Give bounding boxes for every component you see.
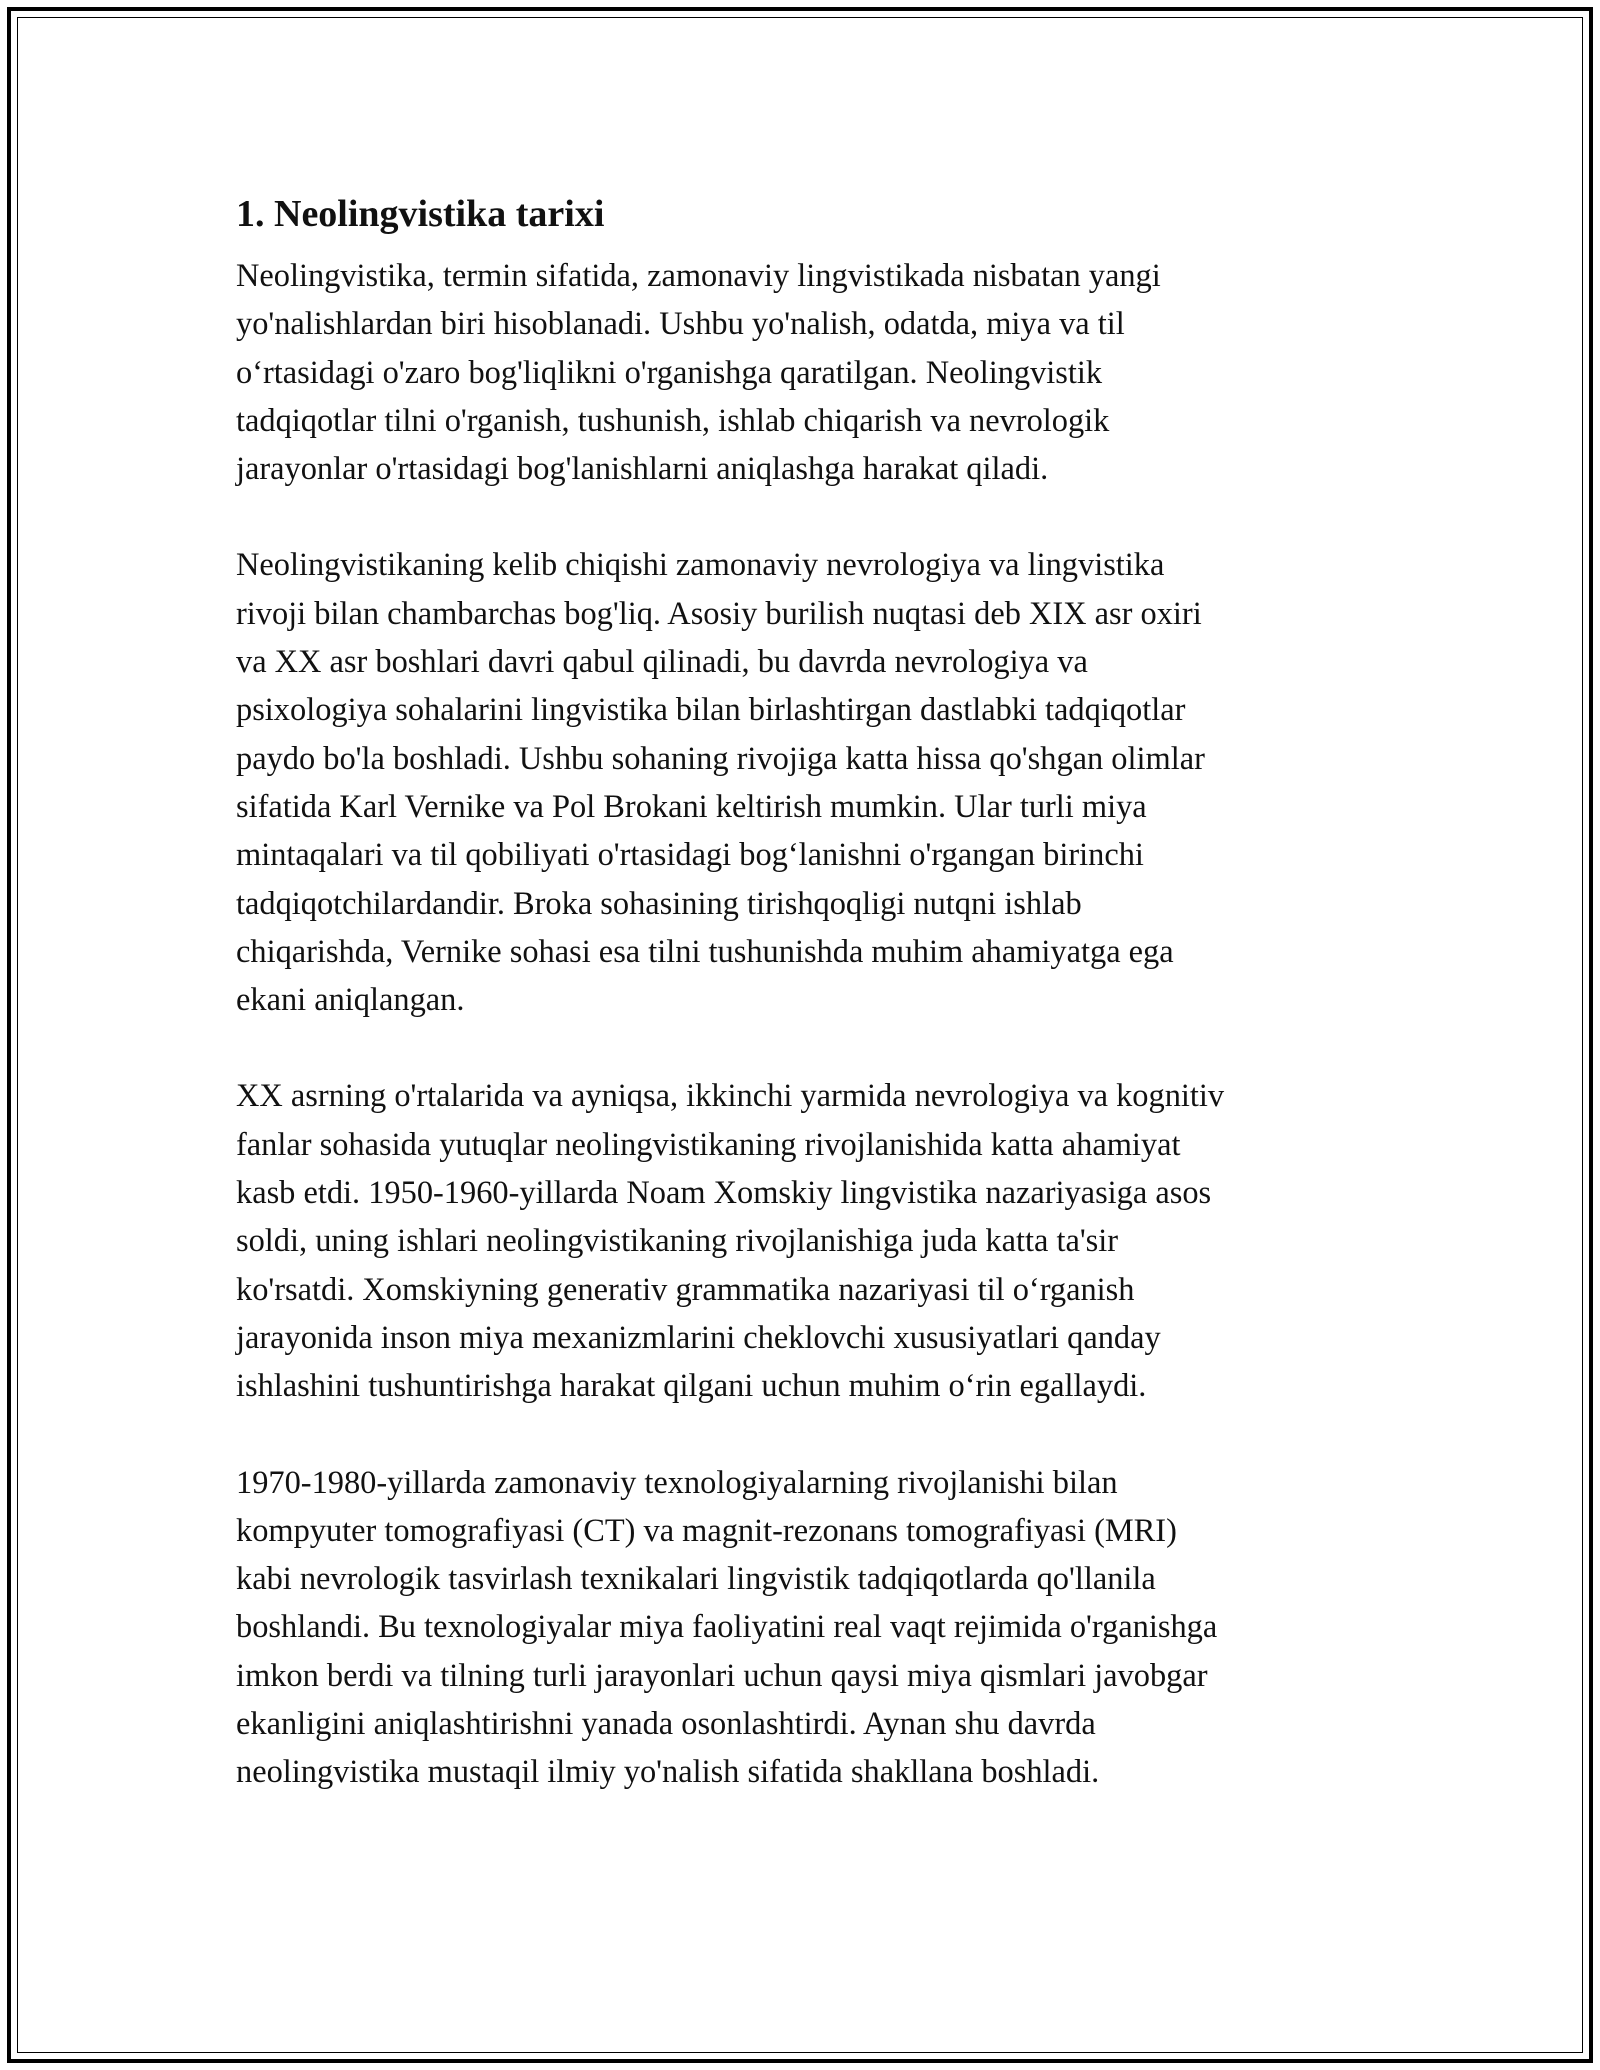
text-line: soldi, uning ishlari neolingvistikaning rivojlanishiga juda katta ta'sir [236, 1223, 1119, 1260]
text-line: psixologiya sohalarini lingvistika bilan birlashtirgan dastlabki tadqiqotlar [236, 692, 1186, 729]
paragraph-1 [236, 252, 1376, 493]
paragraph-2 [236, 541, 1376, 1024]
text-line: boshlandi. Bu texnologiyalar miya faoliyatini real vaqt rejimida o'rganishga [236, 1609, 1218, 1646]
section-title: 1. Neolingvistika tarixi [236, 193, 605, 235]
text-line: XX asrning o'rtalarida va ayniqsa, ikkinchi yarmida nevrologiya va kognitiv [236, 1078, 1225, 1115]
text-line: ekani aniqlangan. [236, 982, 465, 1019]
text-line: neolingvistika mustaqil ilmiy yo'nalish sifatida shakllana boshladi. [236, 1754, 1100, 1791]
text-line: tadqiqotlar tilni o'rganish, tushunish, ishlab chiqarish va nevrologik [236, 402, 1110, 439]
text-line: kasb etdi. 1950-1960-yillarda Noam Xomskiy lingvistika nazariyasiga asos [236, 1175, 1212, 1212]
document-body [236, 186, 1376, 1845]
text-line: tadqiqotchilardandir. Broka sohasining tirishqoqligi nutqni ishlab [236, 885, 1082, 922]
text-line: yo'nalishlardan biri hisoblanadi. Ushbu yo'nalish, odatda, miya va til [236, 306, 1125, 343]
text-line: ko'rsatdi. Xomskiyning generativ grammatika nazariyasi til o‘rganish [236, 1271, 1135, 1308]
text-line: jarayonida inson miya mexanizmlarini cheklovchi xususiyatlari qanday [236, 1319, 1161, 1356]
text-line: kabi nevrologik tasvirlash texnikalari lingvistik tadqiqotlarda qo'llanila [236, 1561, 1156, 1598]
text-line: jarayonlar o'rtasidagi bog'lanishlarni aniqlashga harakat qiladi. [236, 451, 1049, 488]
text-line: imkon berdi va tilning turli jarayonlari uchun qaysi miya qismlari javobgar [236, 1657, 1208, 1694]
text-line: mintaqalari va til qobiliyati o'rtasidagi bog‘lanishni o'rgangan birinchi [236, 837, 1144, 874]
text-line: o‘rtasidagi o'zaro bog'liqlikni o'rganishga qaratilgan. Neolingvistik [236, 354, 1103, 391]
text-line: Neolingvistika, termin sifatida, zamonaviy lingvistikada nisbatan yangi [236, 258, 1161, 294]
text-line: chiqarishda, Vernike sohasi esa tilni tushunishda muhim ahamiyatga ega [236, 933, 1174, 970]
text-line: paydo bo'la boshladi. Ushbu sohaning rivojiga katta hissa qo'shgan olimlar [236, 740, 1205, 777]
paragraph-4 [236, 1459, 1376, 1797]
text-line: rivoji bilan chambarchas bog'liq. Asosiy burilish nuqtasi deb XIX asr oxiri [236, 595, 1202, 632]
paragraph-3 [236, 1072, 1376, 1410]
text-line: va XX asr boshlari davri qabul qilinadi, bu davrda nevrologiya va [236, 644, 1088, 681]
text-line: sifatida Karl Vernike va Pol Brokani keltirish mumkin. Ular turli miya [236, 788, 1147, 825]
text-line: fanlar sohasida yutuqlar neolingvistikaning rivojlanishida katta ahamiyat [236, 1126, 1181, 1163]
text-line: ishlashini tushuntirishga harakat qilgani uchun muhim o‘rin egallaydi. [236, 1368, 1147, 1405]
text-line: Neolingvistikaning kelib chiqishi zamonaviy nevrologiya va lingvistika [236, 547, 1165, 584]
text-line: 1970-1980-yillarda zamonaviy texnologiyalarning rivojlanishi bilan [236, 1464, 1118, 1501]
text-line: ekanligini aniqlashtirishni yanada osonlashtirdi. Aynan shu davrda [236, 1706, 1096, 1743]
text-line: kompyuter tomografiyasi (CT) va magnit-rezonans tomografiyasi (MRI) [236, 1512, 1177, 1549]
